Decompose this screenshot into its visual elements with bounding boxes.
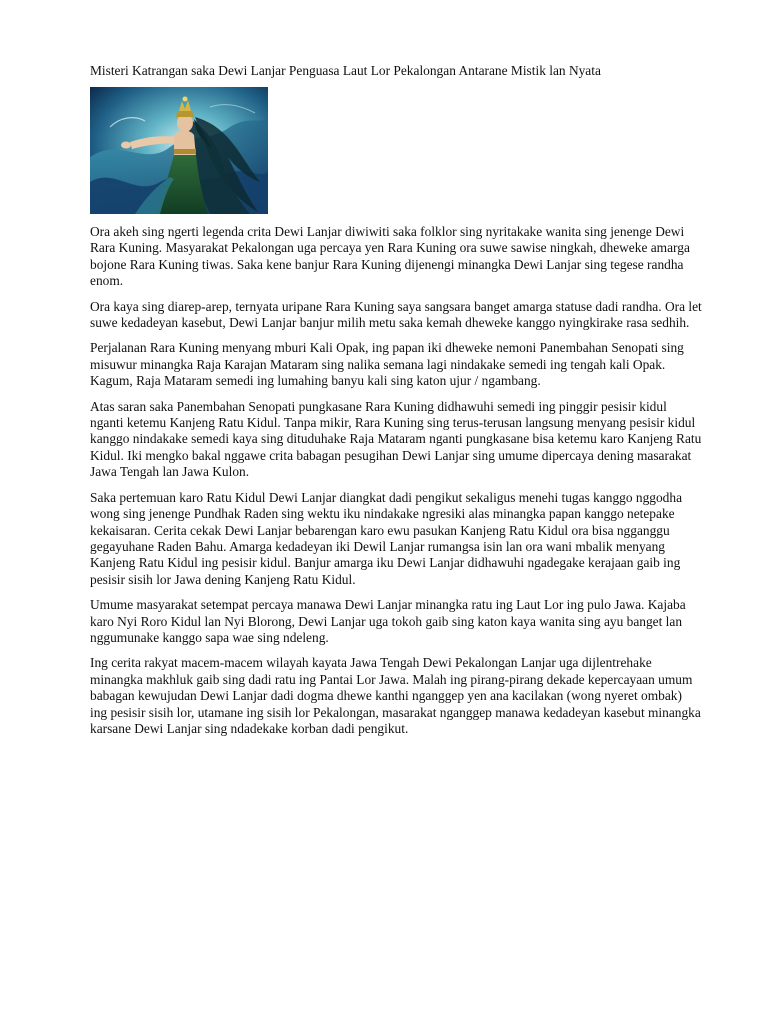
paragraph-2: Ora kaya sing diarep-arep, ternyata uripane Rara Kuning saya sangsara banget amarga statuse dadi randha. Ora let suwe kedadeyan kasebut, Dewi Lanjar banjur milih metu saka kemah dheweke kanggo nyingkirake rasa sedhih. <box>90 298 702 331</box>
document-page <box>90 62 702 746</box>
paragraph-5: Saka pertemuan karo Ratu Kidul Dewi Lanjar diangkat dadi pengikut sekaligus menehi tugas kanggo nggodha wong sing jenenge Pundhak Raden sing wektu iku nindakake ngresiki alas minangka papan kanggo netepake kekaisaran. Cerita cekak Dewi Lanjar bebarengan karo ewu pasukan Kanjeng Ratu Kidul ora bisa ngganggu gegayuhane Raden Bahu. Amarga kedadeyan iki Dewil Lanjar rumangsa isin lan ora wani mbalik menyang Kanjeng Ratu Kidul ing pesisir kidul. Banjur amarga iku Dewi Lanjar didhawuhi ngadegake kerajaan gaib ing pesisir sisih lor Jawa dening Kanjeng Ratu Kidul. <box>90 489 683 587</box>
document-title: Misteri Katrangan saka Dewi Lanjar Penguasa Laut Lor Pekalongan Antarane Mistik lan Nyata <box>90 63 601 78</box>
paragraph-1: Ora akeh sing ngerti legenda crita Dewi Lanjar diwiwiti saka folklor sing nyritakake wanita sing jenenge Dewi Rara Kuning. Masyarakat Pekalongan uga percaya yen Rara Kuning ora suwe sawise ningkah, dheweke amarga bojone Rara Kuning tiwas. Saka kene banjur Rara Kuning dijenengi minangka Dewi Lanjar sing tegese randha enom. <box>90 224 690 289</box>
paragraph-4: Atas saran saka Panembahan Senopati pungkasane Rara Kuning didhawuhi semedi ing pinggir pesisir kidul nganti ketemu Kanjeng Ratu Kidul. Tanpa mikir, Rara Kuning sing terus-terusan langsung menyang pesisir kidul kanggo nindakake semedi kaya sing dituduhake Raja Mataram nganti pungkasane bisa ketemu karo Kanjeng Ratu Kidul. Iki mengko bakal nggawe crita babagan pesugihan Dewi Lanjar sing umume dipercaya dening masarakat Jawa Tengah lan Jawa Kulon. <box>90 398 702 480</box>
document-body <box>90 224 702 737</box>
paragraph-6: Umume masyarakat setempat percaya manawa Dewi Lanjar minangka ratu ing Laut Lor ing pulo Jawa. Kajaba karo Nyi Roro Kidul lan Nyi Blorong, Dewi Lanjar uga tokoh gaib sing katon kaya wanita sing ayu banget lan nggumunake kanggo sapa wae sing ndeleng. <box>90 597 686 645</box>
paragraph-3: Perjalanan Rara Kuning menyang mburi Kali Opak, ing papan iki dheweke nemoni Panembahan Senopati sing misuwur minangka Raja Karajan Mataram sing nalika semana lagi nindakake semedi ing tengah kali Opak. Kagum, Raja Mataram semedi ing lumahing banyu kali sing katon ujur / ngambang. <box>90 340 684 389</box>
paragraph-7: Ing cerita rakyat macem-macem wilayah kayata Jawa Tengah Dewi Pekalongan Lanjar uga dijlentrehake minangka makhluk gaib sing dadi ratu ing Pantai Lor Jawa. Malah ing pirang-pirang dekade kepercayaan umum babagan kewujudan Dewi Lanjar dadi dogma dhewe kanthi nganggep yen ana kacilakan (wong nyeret ombak) ing pesisir sisih lor, utamane ing sisih lor Pekalongan, masarakat nganggep manawa kedadeyan kasebut minangka karsane Dewi Lanjar sing ndadekake korban dadi pengikut. <box>90 655 701 736</box>
dewi-lanjar-illustration <box>90 87 268 214</box>
